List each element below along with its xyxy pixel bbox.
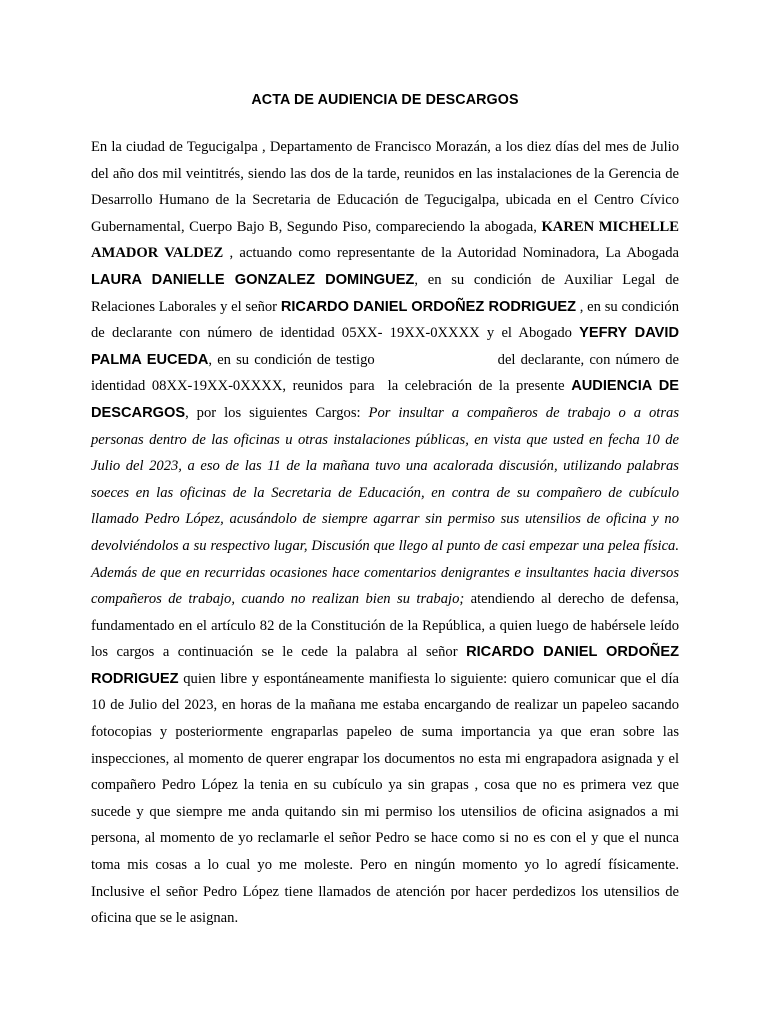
text-segment: , en su condición de declarante con número de identidad 05XX- 19XX-0XXXX y el Abogado [91,298,680,342]
charges-text: Por insultar a compañeros de trabajo o a otras personas dentro de las oficinas u otras instalaciones públicas, en vista que usted en fecha 10 de Julio del 2023, a eso de las 11 de la mañana tuvo una acalorada discusión, utilizando palabras soeces en las oficinas de la Secretaria de Educación, en contra de su compañero de cubículo llamado Pedro López, acusándolo de siempre agarrar sin permiso sus utensilios de oficina y no devolviéndolos a su respectivo lugar, Discusión que llego al punto de casi empezar una pelea física. Además de que en recurridas ocasiones hace comentarios denigrantes e insultantes hacia diversos compañeros de trabajo, cuando no realizan bien su trabajo; [91,404,679,608]
document-page [91,80,683,946]
text-segment: , actuando como representante de la Autoridad Nominadora, La Abogada [223,245,679,262]
document-title: ACTA DE AUDIENCIA DE DESCARGOS [251,92,519,108]
document-body [91,134,683,932]
name-ricardo-daniel-ordonez-rodriguez: RICARDO DANIEL ORDOÑEZ RODRIGUEZ [280,298,577,315]
declaration-text: quien libre y espontáneamente manifiesta lo siguiente: quiero comunicar que el día 10 de Julio del 2023, en horas de la mañana me estaba encargando de realizar un papeleo sacando fotocopias y posteriormente engraparlas papeleo de suma importancia ya que eran sobre las inspecciones, al momento de querer engrapar los documentos no esta mi engrapadora asignada y el compañero Pedro López la tenia en su cubículo ya sin grapas , cosa que no es primera vez que sucede y que siempre me anda quitando sin mi permiso los utensilios de oficina asignados a mi persona, al momento de yo reclamarle el señor Pedro se hace como si no es con el y que el nunca toma mis cosas a lo cual yo me moleste. Pero en ningún momento yo lo agredí físicamente. Inclusive el señor Pedro López tiene llamados de atención por hacer perdedizos los utensilios de oficina que se le asignan. [91,670,679,927]
text-segment: En la ciudad de Tegucigalpa , Departamento de Francisco Morazán, a los diez días del mes de Julio del año dos mil veintitrés, siendo las dos de la tarde, reunidos en las instalaciones de la Gerencia de Desarrollo Humano de la Secretaria de Educación de Tegucigalpa, ubicada en el Centro Cívico Gubernamental, Cuerpo Bajo B, Segundo Piso, compareciendo la abogada, [91,139,679,235]
audiencia-de-descargos-heading: AUDIENCIA DE DESCARGOS [91,378,680,421]
text-segment: , en su condición de testigo del declarante, con número de identidad 08XX-19XX-0XXXX, reunidos para la celebración de la presente [91,351,683,395]
name-ricardo-daniel-ordonez-rodriguez-2: RICARDO DANIEL ORDOÑEZ RODRIGUEZ [91,644,679,687]
name-yefry-david-palma-euceda: YEFRY DAVID PALMA EUCEDA [91,325,679,368]
name-laura-danielle-gonzalez-dominguez: LAURA DANIELLE GONZALEZ DOMINGUEZ [91,271,415,288]
text-segment: , en su condición de Auxiliar Legal de Relaciones Laborales y el señor [91,271,679,315]
text-segment: , por los siguientes Cargos: [185,404,369,421]
text-segment: atendiendo al derecho de defensa, fundamentado en el artículo 82 de la Constitución de la República, a quien luego de habérsele leído los cargos a continuación se le cede la palabra al señor [91,591,679,661]
name-karen-michelle-amador-valdez: KAREN MICHELLE AMADOR VALDEZ [91,218,679,262]
